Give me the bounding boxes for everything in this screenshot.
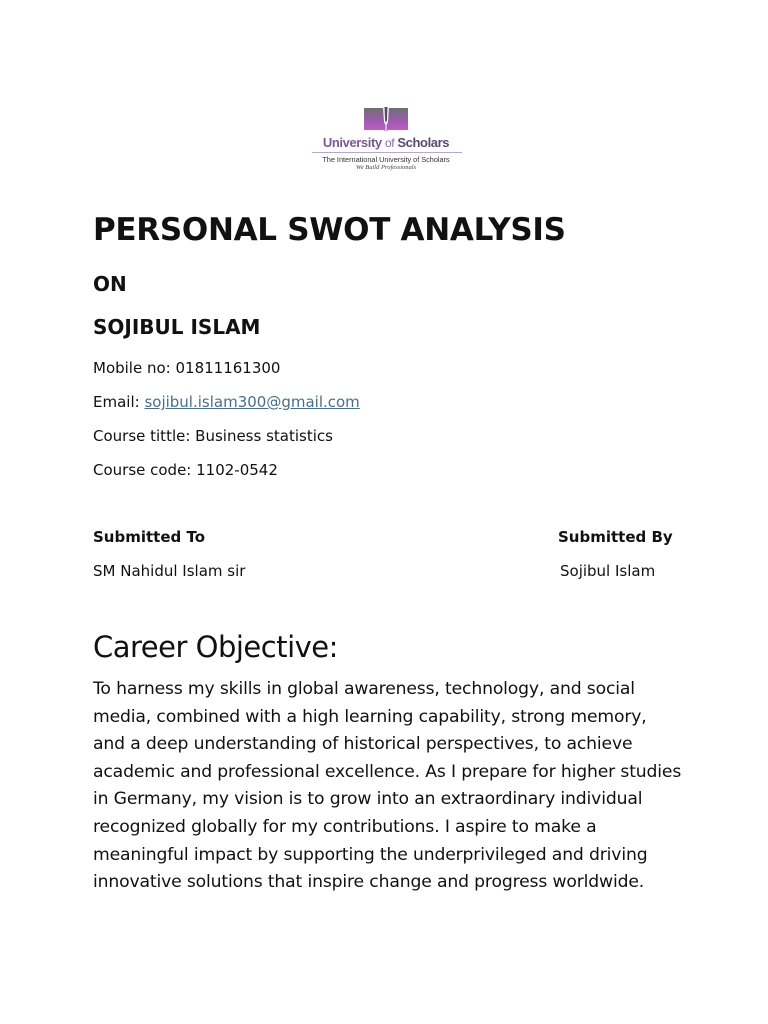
book-pen-emblem-icon: [362, 104, 410, 134]
title-on: ON: [93, 272, 127, 296]
submitted-to-label: Submitted To: [93, 528, 206, 546]
email-label: Email:: [93, 393, 145, 411]
career-objective-text: To harness my skills in global awareness, technology, and social media, combined with a high learning capability, strong memory, and a deep understanding of historical perspectives, to achieve academic and professional excellence. As I prepare for higher studies in Germany, my vision is to grow into an extraordinary individual recognized globally for my contributions. I aspire to make a meaningful impact by supporting the underprivileged and driving innovative solutions that inspire change and progress worldwide.: [93, 679, 682, 893]
submitted-by-label: Submitted By: [558, 528, 673, 546]
logo-wordmark: University of Scholars: [322, 135, 450, 150]
university-logo: [308, 104, 464, 174]
career-objective-heading: Career Objective:: [93, 630, 338, 664]
logo-divider: [312, 152, 462, 153]
logo-subtitle: The International University of Scholars: [322, 155, 450, 164]
author-name: SOJIBUL ISLAM: [93, 315, 261, 339]
mobile-number: Mobile no: 01811161300: [93, 359, 281, 377]
email-link[interactable]: sojibul.islam300@gmail.com: [144, 393, 360, 411]
email-line: [93, 393, 360, 411]
document-title: PERSONAL SWOT ANALYSIS: [93, 212, 566, 248]
course-code: Course code: 1102-0542: [93, 461, 278, 479]
course-title: Course tittle: Business statistics: [93, 427, 333, 445]
submitted-by-value: Sojibul Islam: [560, 562, 656, 580]
submitted-to-value: SM Nahidul Islam sir: [93, 562, 246, 580]
logo-tagline: We Build Professionals: [355, 164, 417, 171]
